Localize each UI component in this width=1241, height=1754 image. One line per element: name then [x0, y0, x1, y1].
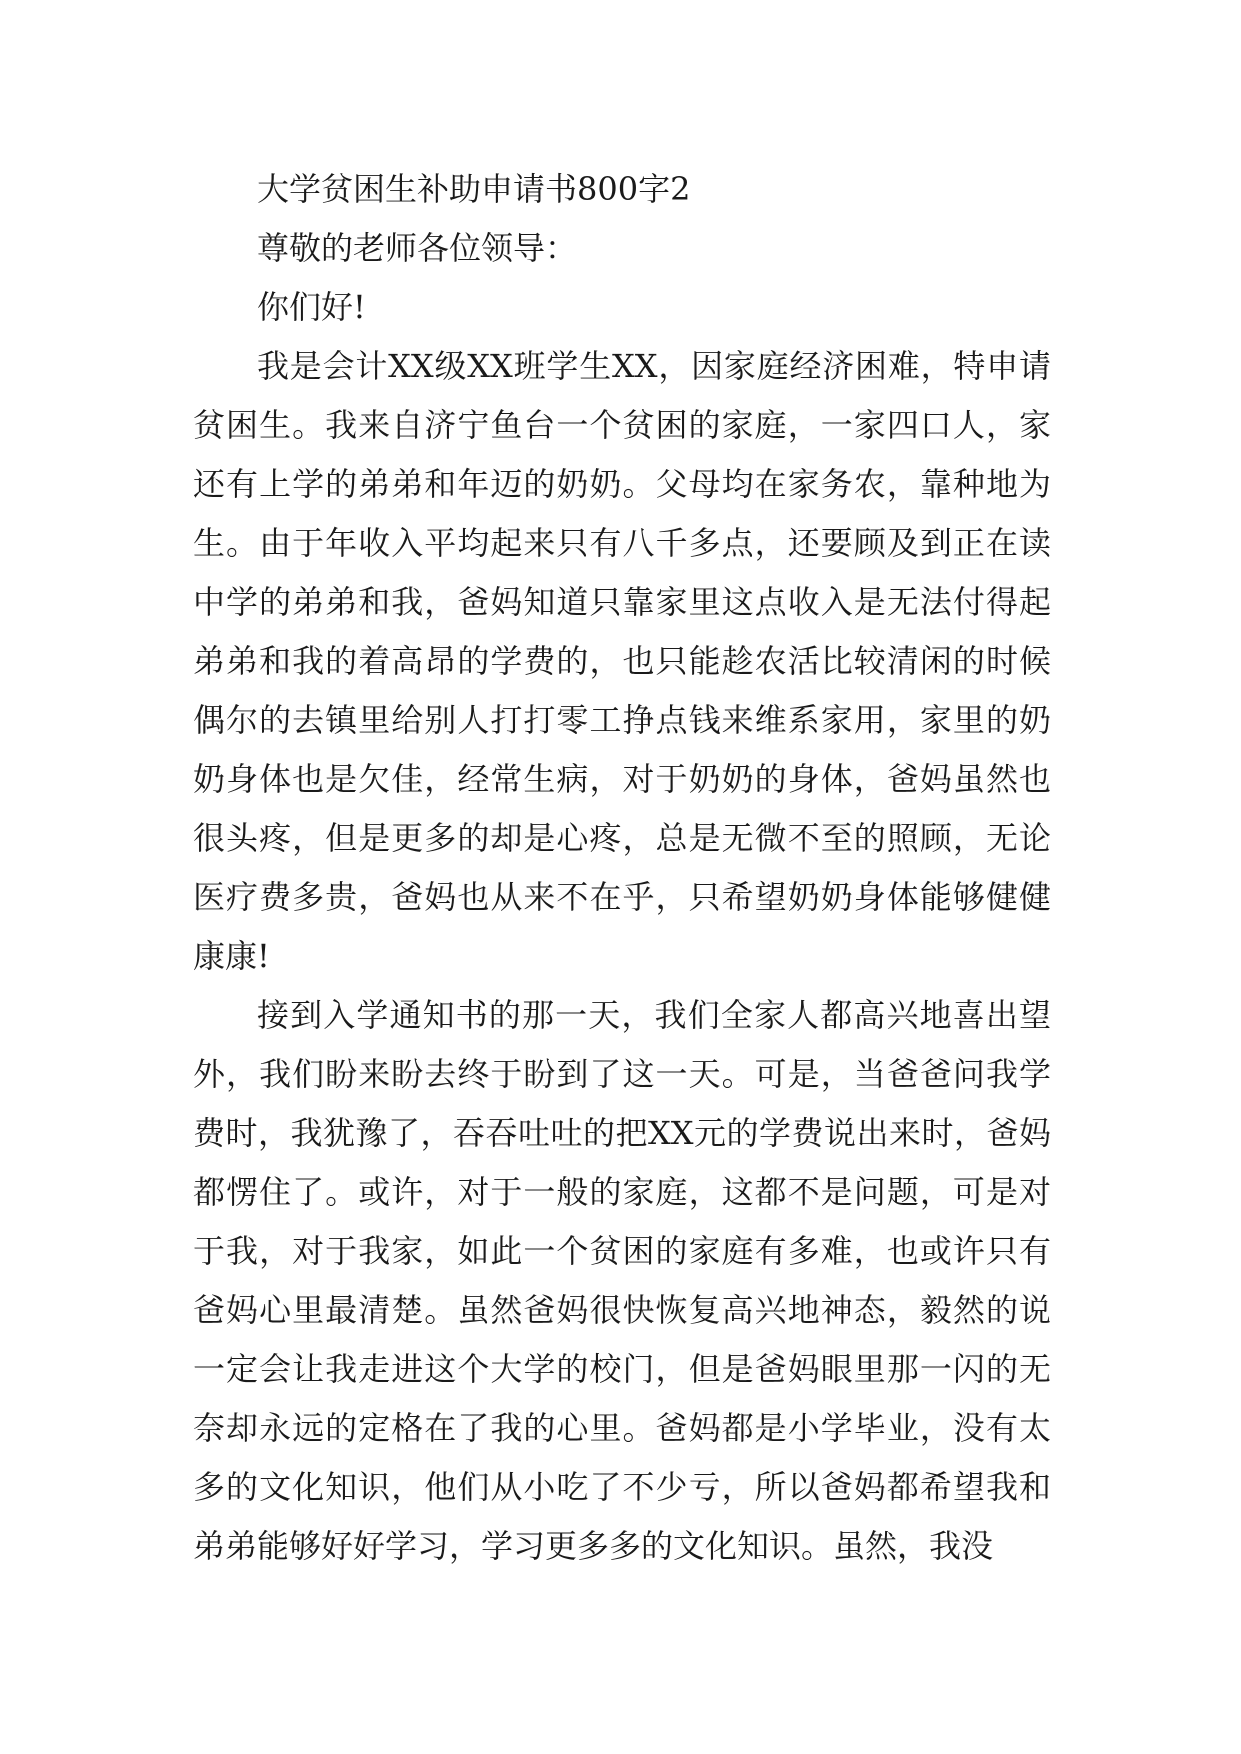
greeting: 你们好!: [257, 288, 366, 326]
body-paragraph-1: 我是会计XX级XX班学生XX，因家庭经济困难，特申请贫困生。我来自济宁鱼台一个贫困的家庭，一家四口人，家还有上学的弟弟和年迈的奶奶。父母均在家务农，靠种地为生。由于年收入平均起来只有八千多点，还要顾及到正在读中学的弟弟和我，爸妈知道只靠家里这点收入是无法付得起弟弟和我的着高昂的学费的，也只能趁农活比较清闲的时候偶尔的去镇里给别人打打零工挣点钱来维系家用，家里的奶奶身体也是欠佳，经常生病，对于奶奶的身体，爸妈虽然也很头疼，但是更多的却是心疼，总是无微不至的照顾，无论医疗费多贵，爸妈也从来不在乎，只希望奶奶身体能够健健康康!: [193, 347, 1051, 975]
salutation: 尊敬的老师各位领导：: [257, 229, 578, 267]
body-paragraph-2: 接到入学通知书的那一天，我们全家人都高兴地喜出望外，我们盼来盼去终于盼到了这一天。可是，当爸爸问我学费时，我犹豫了，吞吞吐吐的把XX元的学费说出来时，爸妈都愣住了。或许，对于一般的家庭，这都不是问题，可是对于我，对于我家，如此一个贫困的家庭有多难，也或许只有爸妈心里最清楚。虽然爸妈很快恢复高兴地神态，毅然的说一定会让我走进这个大学的校门，但是爸妈眼里那一闪的无奈却永远的定格在了我的心里。爸妈都是小学毕业，没有太多的文化知识，他们从小吃了不少亏，所以爸妈都希望我和弟弟能够好好学习，学习更多多的文化知识。虽然，我没: [193, 996, 1051, 1565]
document-title: 大学贫困生补助申请书800字2: [257, 170, 691, 208]
document-body: [193, 160, 1051, 1576]
